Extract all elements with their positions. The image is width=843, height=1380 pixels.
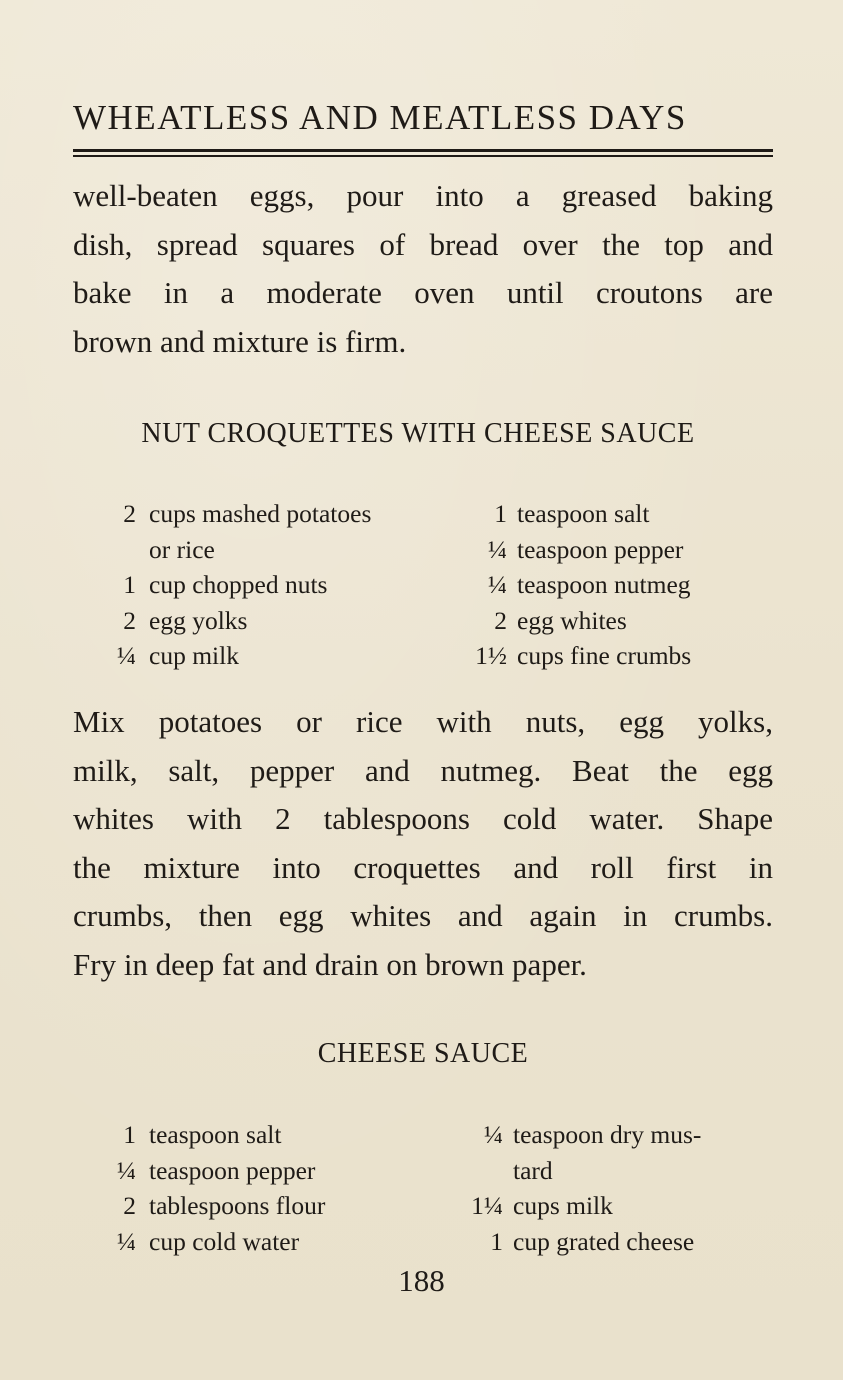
ingredient-item (100, 603, 440, 639)
ingredient-item (100, 1224, 440, 1260)
ingredient-item (100, 532, 440, 568)
ingredient-item (100, 567, 440, 603)
ingredient-text: tablespoons flour (149, 1191, 326, 1220)
ingredient-quantity: ¼ (487, 570, 507, 599)
ingredient-text: teaspoon dry mus- (513, 1120, 702, 1149)
ingredient-text: tard (513, 1155, 553, 1185)
ingredient-quantity: 2 (123, 1191, 136, 1220)
paragraph-line: brown and mixture is firm. (73, 323, 407, 359)
recipe-title: NUT CROQUETTES WITH CHEESE SAUCE (141, 418, 695, 449)
ingredient-text: cups mashed potatoes (149, 499, 372, 528)
ingredient-list-left (100, 496, 440, 674)
ingredient-item (100, 496, 440, 532)
paragraph-line: Mix potatoes or rice with nuts, egg yolks, (73, 704, 773, 739)
ingredient-quantity: 1½ (475, 641, 507, 670)
ingredient-text: cup chopped nuts (149, 570, 328, 599)
ingredient-text: cup grated cheese (513, 1226, 695, 1256)
paragraph-line: well-beaten eggs, pour into a greased baking (73, 178, 773, 213)
ingredient-item (450, 638, 760, 674)
ingredient-item (450, 532, 760, 568)
ingredient-quantity: 1 (123, 570, 136, 599)
ingredient-text: or rice (149, 534, 215, 564)
method-paragraph (73, 698, 773, 989)
ingredient-item (100, 1153, 440, 1189)
ingredient-list-left (100, 1117, 440, 1259)
ingredient-quantity: 1 (494, 499, 507, 528)
ingredient-text: egg yolks (149, 605, 248, 635)
ingredient-quantity: 2 (494, 605, 507, 635)
header-rule-thin (73, 155, 773, 157)
intro-paragraph (73, 172, 773, 366)
recipe-title: CHEESE SAUCE (317, 1038, 529, 1069)
ingredient-text: cup milk (149, 641, 239, 670)
ingredient-item (100, 1117, 440, 1153)
paragraph-line: crumbs, then egg whites and again in crumbs. (73, 898, 773, 933)
ingredient-text: teaspoon salt (517, 499, 650, 528)
ingredient-item (450, 1188, 770, 1224)
ingredient-text: teaspoon nutmeg (517, 570, 691, 599)
ingredient-text: cup cold water (149, 1226, 300, 1256)
ingredient-item (450, 603, 760, 639)
ingredient-item (100, 1188, 440, 1224)
ingredient-quantity: 2 (123, 499, 136, 528)
paragraph-line: the mixture into croquettes and roll first in (73, 849, 773, 885)
paragraph-line: Fry in deep fat and drain on brown paper. (73, 946, 587, 982)
ingredient-text: egg whites (517, 605, 627, 635)
ingredient-text: cups milk (513, 1191, 613, 1220)
ingredient-item (450, 1153, 770, 1189)
ingredient-quantity: 1 (123, 1120, 136, 1149)
ingredient-text: teaspoon pepper (149, 1155, 316, 1185)
ingredient-list-right (450, 496, 760, 674)
running-head: WHEATLESS AND MEATLESS DAYS (73, 98, 687, 137)
ingredient-item (100, 638, 440, 674)
ingredient-quantity: 1¼ (471, 1191, 503, 1220)
ingredient-item (450, 1224, 770, 1260)
ingredient-item (450, 567, 760, 603)
ingredient-quantity: ¼ (116, 1155, 136, 1185)
paragraph-line: milk, salt, pepper and nutmeg. Beat the egg (73, 752, 773, 788)
ingredient-quantity: ¼ (483, 1120, 503, 1149)
ingredient-quantity: ¼ (487, 534, 507, 564)
ingredient-item (450, 1117, 770, 1153)
header-rule-thick (73, 149, 773, 152)
ingredient-list-right (450, 1117, 770, 1259)
ingredient-text: teaspoon salt (149, 1120, 282, 1149)
ingredient-quantity: 2 (123, 605, 136, 635)
ingredient-quantity: ¼ (116, 641, 136, 670)
ingredient-text: teaspoon pepper (517, 534, 684, 564)
paragraph-line: dish, spread squares of bread over the top and (73, 226, 773, 262)
ingredient-quantity: 1 (490, 1226, 503, 1256)
ingredient-text: cups fine crumbs (517, 641, 692, 670)
page-number: 188 (398, 1263, 445, 1298)
ingredient-quantity: ¼ (116, 1226, 136, 1256)
ingredient-item (450, 496, 760, 532)
paragraph-line: whites with 2 tablespoons cold water. Shape (73, 801, 773, 836)
paragraph-line: bake in a moderate oven until croutons are (73, 275, 773, 310)
